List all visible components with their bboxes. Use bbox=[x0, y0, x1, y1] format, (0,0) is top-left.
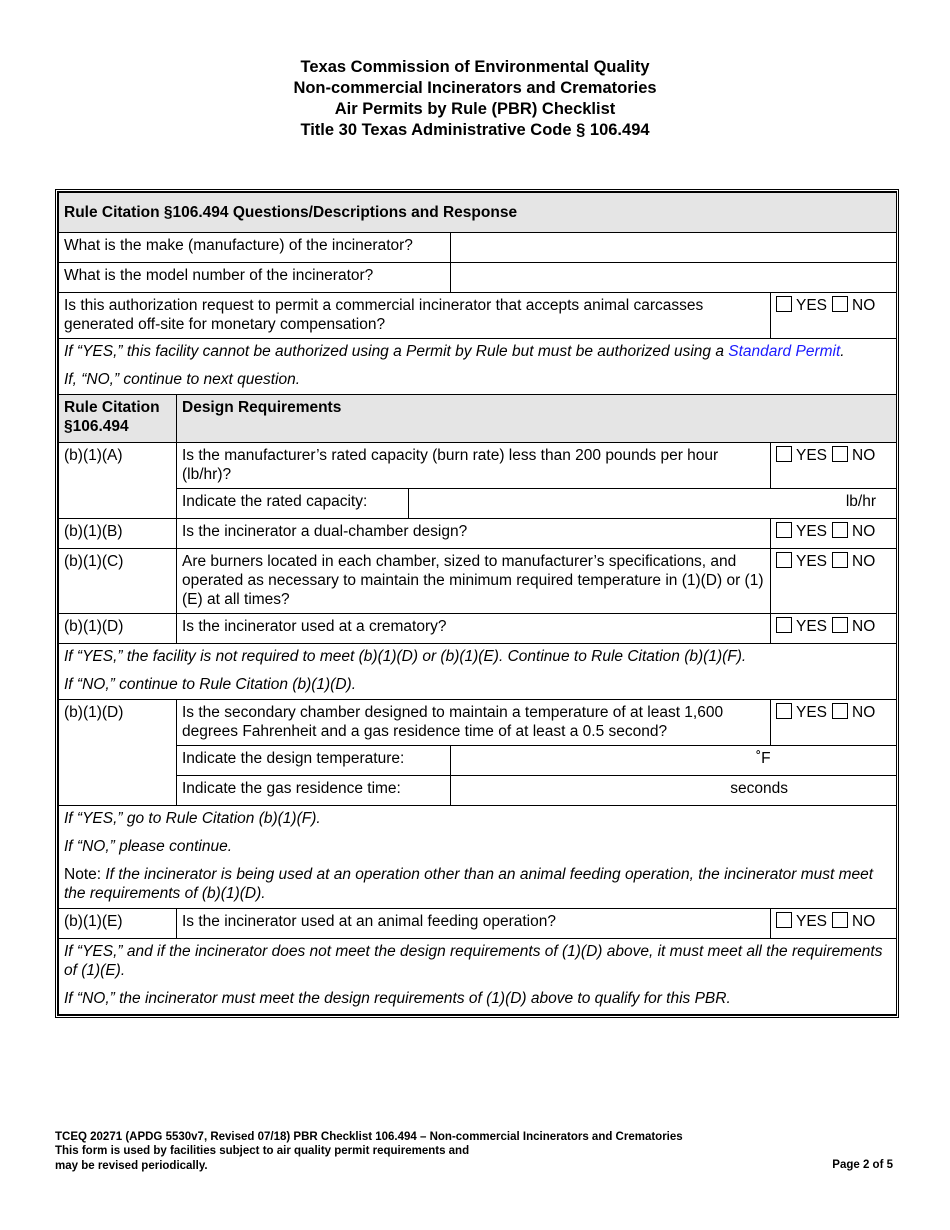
citation-b1b: (b)(1)(B) bbox=[59, 519, 177, 549]
note-commercial: If “YES,” this facility cannot be authorized using a Permit by Rule but must be authorized using a Standard Permit. bbox=[59, 339, 897, 368]
footer-revision-note: may be revised periodically. bbox=[55, 1159, 208, 1172]
note-commercial-no: If, “NO,” continue to next question. bbox=[59, 367, 897, 395]
question-make: What is the make (manufacture) of the incinerator? bbox=[59, 233, 451, 263]
no-checkbox[interactable] bbox=[832, 552, 848, 568]
make-input[interactable] bbox=[451, 233, 897, 263]
time-unit: seconds bbox=[730, 780, 789, 797]
citation-b1d-crematory: (b)(1)(D) bbox=[59, 614, 177, 644]
no-checkbox[interactable] bbox=[832, 912, 848, 928]
yes-no-b1b: YES NO bbox=[771, 519, 897, 549]
section-title: Rule Citation §106.494 Questions/Descriptions and Response bbox=[59, 193, 897, 233]
page-number: Page 2 of 5 bbox=[832, 1159, 893, 1171]
footer-form-id: TCEQ 20271 (APDG 5530v7, Revised 07/18) PBR Checklist 106.494 – Non-commercial Incinerators and Crematories bbox=[55, 1131, 683, 1143]
question-rated-capacity: Is the manufacturer’s rated capacity (burn rate) less than 200 pounds per hour (lb/hr)? bbox=[177, 443, 771, 489]
no-checkbox[interactable] bbox=[832, 617, 848, 633]
temperature-unit: ˚F bbox=[756, 750, 771, 767]
footer-usage-note: This form is used by facilities subject to air quality permit requirements and bbox=[55, 1145, 470, 1158]
no-checkbox[interactable] bbox=[832, 522, 848, 538]
yes-checkbox[interactable] bbox=[776, 296, 792, 312]
no-checkbox[interactable] bbox=[832, 446, 848, 462]
question-model: What is the model number of the incinerator? bbox=[59, 263, 451, 293]
yes-no-b1a: YES NO bbox=[771, 443, 897, 489]
document-footer bbox=[55, 1130, 893, 1173]
yes-checkbox[interactable] bbox=[776, 552, 792, 568]
header-checklist-title: Air Permits by Rule (PBR) Checklist bbox=[334, 100, 616, 118]
yes-checkbox[interactable] bbox=[776, 522, 792, 538]
note-e-yes: If “YES,” and if the incinerator does not meet the design requirements of (1)(D) above, it must meet all the requirements of (1)(E). bbox=[59, 939, 897, 986]
yes-checkbox[interactable] bbox=[776, 912, 792, 928]
no-checkbox[interactable] bbox=[832, 703, 848, 719]
header-agency: Texas Commission of Environmental Quality bbox=[300, 58, 650, 76]
gas-residence-time-label: Indicate the gas residence time: bbox=[177, 776, 451, 806]
yes-no-crematory: YES NO bbox=[771, 614, 897, 644]
rated-capacity-unit: lb/hr bbox=[845, 493, 877, 510]
design-temperature-label: Indicate the design temperature: bbox=[177, 746, 451, 776]
no-checkbox[interactable] bbox=[832, 296, 848, 312]
note-d-requirement: Note: If the incinerator is being used at an operation other than an animal feeding operation, the incinerator must meet the requirements of (b)(1)(D). bbox=[59, 861, 897, 909]
column-header-design: Design Requirements bbox=[177, 395, 897, 443]
header-subject: Non-commercial Incinerators and Crematories bbox=[293, 79, 657, 97]
model-input[interactable] bbox=[451, 263, 897, 293]
standard-permit-link[interactable]: Standard Permit bbox=[728, 343, 841, 360]
checklist-table bbox=[58, 192, 897, 1015]
question-crematory: Is the incinerator used at a crematory? bbox=[177, 614, 771, 644]
header-code-title: Title 30 Texas Administrative Code § 106.494 bbox=[300, 121, 650, 139]
yes-no-commercial: YES NO bbox=[771, 293, 897, 339]
checklist-form bbox=[55, 189, 899, 1018]
yes-no-b1c: YES NO bbox=[771, 549, 897, 614]
note-d-no: If “NO,” please continue. bbox=[59, 833, 897, 861]
citation-b1d: (b)(1)(D) bbox=[59, 700, 177, 806]
rated-capacity-label: Indicate the rated capacity: bbox=[177, 489, 409, 519]
citation-b1a: (b)(1)(A) bbox=[59, 443, 177, 519]
note-e-no: If “NO,” the incinerator must meet the design requirements of (1)(D) above to qualify for this PBR. bbox=[59, 985, 897, 1015]
question-dual-chamber: Is the incinerator a dual-chamber design? bbox=[177, 519, 771, 549]
citation-b1c: (b)(1)(C) bbox=[59, 549, 177, 614]
column-header-citation: Rule Citation §106.494 bbox=[59, 395, 177, 443]
yes-checkbox[interactable] bbox=[776, 617, 792, 633]
note-d-yes: If “YES,” go to Rule Citation (b)(1)(F). bbox=[59, 806, 897, 834]
yes-no-b1d: YES NO bbox=[771, 700, 897, 746]
question-secondary-chamber: Is the secondary chamber designed to maintain a temperature of at least 1,600 degrees Fahrenheit and a gas residence time of at least a 0.5 second? bbox=[177, 700, 771, 746]
note-label: Note: bbox=[64, 866, 102, 883]
question-animal-feeding: Is the incinerator used at an animal feeding operation? bbox=[177, 909, 771, 939]
yes-checkbox[interactable] bbox=[776, 703, 792, 719]
note-crematory-no: If “NO,” continue to Rule Citation (b)(1)(D). bbox=[59, 671, 897, 700]
design-temperature-input[interactable] bbox=[451, 746, 897, 776]
gas-residence-time-input[interactable] bbox=[451, 776, 897, 806]
document-header bbox=[0, 57, 950, 141]
question-burners: Are burners located in each chamber, sized to manufacturer’s specifications, and operated as necessary to maintain the minimum required temperature in (1)(D) or (1)(E) at all times? bbox=[177, 549, 771, 614]
citation-b1e: (b)(1)(E) bbox=[59, 909, 177, 939]
rated-capacity-input[interactable] bbox=[409, 489, 897, 519]
yes-checkbox[interactable] bbox=[776, 446, 792, 462]
yes-no-b1e: YES NO bbox=[771, 909, 897, 939]
question-commercial: Is this authorization request to permit a commercial incinerator that accepts animal carcasses generated off-site for monetary compensation? bbox=[59, 293, 771, 339]
note-crematory-yes: If “YES,” the facility is not required to meet (b)(1)(D) or (b)(1)(E). Continue to Rule Citation (b)(1)(F). bbox=[59, 644, 897, 672]
